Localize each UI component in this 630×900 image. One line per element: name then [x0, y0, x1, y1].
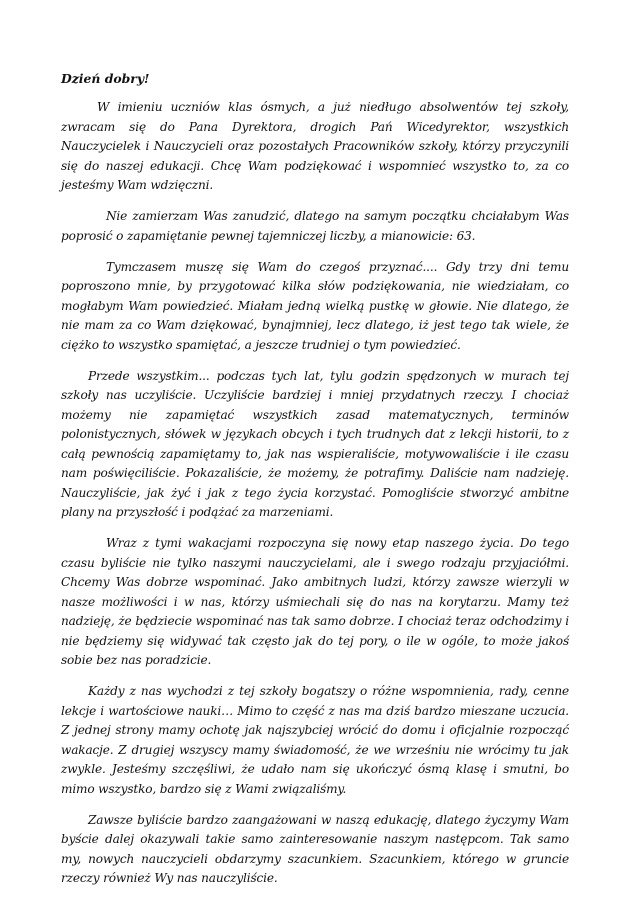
letter-page: [61, 70, 569, 900]
paragraph-2: Nie zamierzam Was zanudzić, dlatego na samym początku chciałabym Was poprosić o zapamiętanie pewnej tajemniczej liczby, a mianowicie: 63.: [61, 209, 569, 243]
paragraph-1: W imieniu uczniów klas ósmych, a już niedługo absolwentów tej szkoły, zwracam się do Pana Dyrektora, drogich Pań Wicedyrektor, wszystkich Nauczycielek i Nauczycieli oraz pozostałych Pracowników szkoły, którzy przyczynili się do naszej edukacji. Chcę Wam podziękować i wspomnieć wszystko to, za co jesteśmy Wam wdzięczni.: [61, 100, 569, 192]
letter-greeting: Dzień dobry!: [61, 71, 150, 86]
paragraph-5: Wraz z tymi wakacjami rozpoczyna się nowy etap naszego życia. Do tego czasu byliście nie tylko naszymi nauczycielami, ale i swego rodzaju przyjaciółmi. Chcemy Was dobrze wspominać. Jako ambitnych ludzi, którzy zawsze wierzyli w nasze możliwości i w nas, którzy uśmiechali się do nas na korytarzu. Mamy też nadzieję, że będziecie wspominać nas tak samo dobrze. I chociaż teraz odchodzimy i nie będziemy się widywać tak często jak do tej pory, o ile w ogóle, to może jakoś sobie bez nas poradzicie.: [61, 536, 569, 667]
paragraph-7: Zawsze byliście bardzo zaangażowani w naszą edukację, dlatego życzymy Wam byście dalej okazywali takie samo zainteresowanie naszym następcom. Tak samo my, nowych nauczycieli obdarzymy szacunkiem. Szacunkiem, którego w gruncie rzeczy również Wy nas nauczyliście.: [61, 812, 569, 885]
paragraph-4: Przede wszystkim... podczas tych lat, tylu godzin spędzonych w murach tej szkoły nas uczyliście. Uczyliście bardziej i mniej przydatnych rzeczy. I chociaż możemy nie zapamiętać wszystkich zasad matematycznych, terminów polonistycznych, słówek w językach obcych i tych trudnych dat z lekcji historii, to z całą pewnością zapamiętamy to, jak nas wspieraliście, motywowaliście i ile czasu nam poświęciliście. Pokazaliście, że możemy, że potrafimy. Daliście nam nadzieję. Nauczyliście, jak żyć i jak z tego życia korzystać. Pomogliście stworzyć ambitne plany na przyszłość i podążać za marzeniami.: [61, 368, 569, 519]
paragraph-6: Każdy z nas wychodzi z tej szkoły bogatszy o różne wspomnienia, rady, cenne lekcje i wartościowe nauki… Mimo to część z nas ma dziś bardzo mieszane uczucia. Z jednej strony mamy ochotę jak najszybciej wrócić do domu i oficjalnie rozpocząć wakacje. Z drugiej wszyscy mamy świadomość, że we wrześniu nie wrócimy tu jak zwykle. Jesteśmy szczęśliwi, że udało nam się ukończyć ósmą klasę i smutni, bo mimo wszystko, bardzo się z Wami związaliśmy.: [61, 684, 569, 796]
paragraph-3: Tymczasem muszę się Wam do czegoś przyznać.... Gdy trzy dni temu poproszono mnie, by przygotować kilka słów podziękowania, nie wiedziałam, co mogłabym Wam powiedzieć. Miałam jedną wielką pustkę w głowie. Nie dlatego, że nie mam za co Wam dziękować, bynajmniej, lecz dlatego, iż jest tego tak wiele, że ciężko to wszystko spamiętać, a jeszcze trudniej o tym powiedzieć.: [61, 259, 569, 352]
